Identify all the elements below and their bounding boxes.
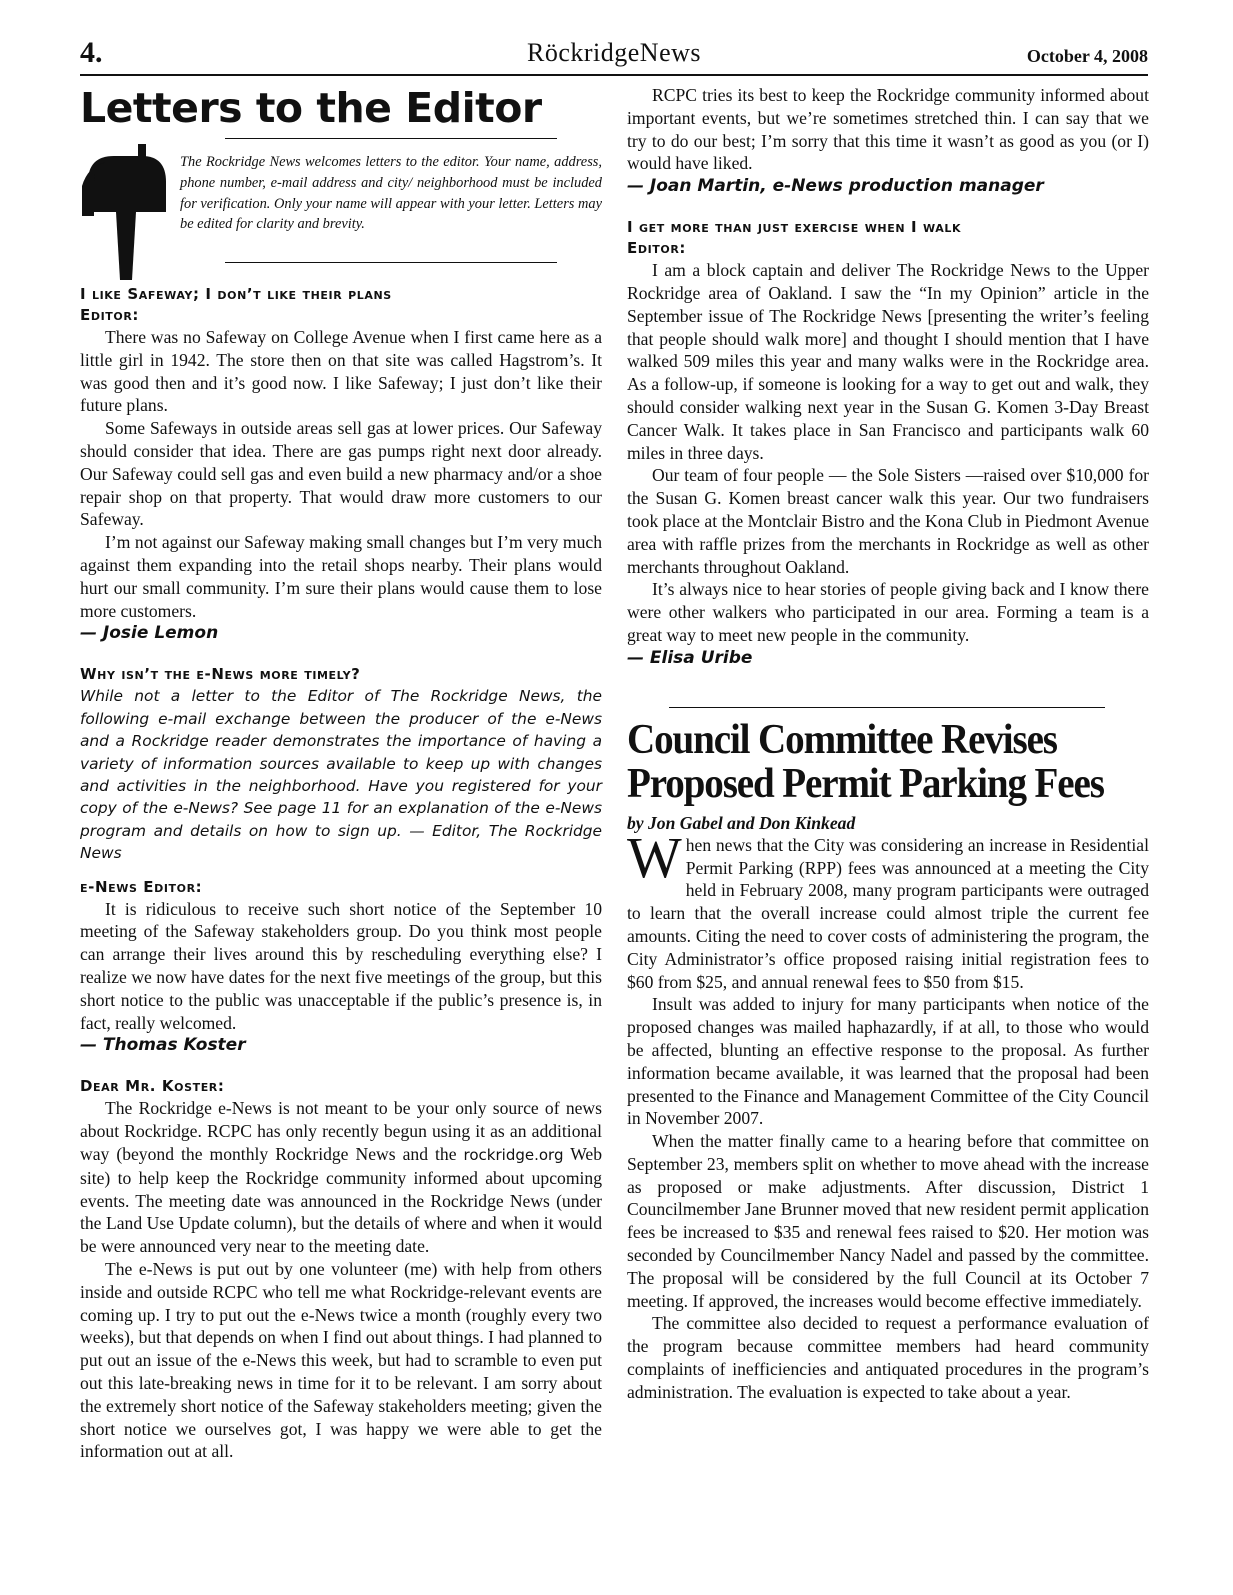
paragraph: Some Safeways in outside areas sell gas at lower prices. Our Safeway should consider that idea. There are gas pumps right next door already. Our Safeway could sell gas and even build a new pharmacy and/or a shoe repair shop on that property. That would draw more customers to our Safeway. [80,418,602,530]
salutation: Editor: [80,306,139,324]
letter-heading: Why isn’t the e-News more timely? [80,665,361,684]
paragraph [627,824,1149,994]
letter-heading: I get more than just exercise when I walk [627,218,962,237]
intro-rule-top [225,138,557,139]
letter-walk [627,217,1149,669]
paragraph: The committee also decided to request a performance evaluation of the program because committee members had heard community complaints of inefficiencies and antiquated procedures in the program’s administration. The evaluation is expected to take about a year. [627,1313,1149,1402]
letter-safeway [80,284,602,644]
article-headline-line-2: Proposed Permit Parking Fees [627,760,1104,807]
salutation: Dear Mr. Koster: [80,1077,225,1096]
text-run: hen news that the City was considering an increase in Residential Permit Parking (RPP) fees was announced at a meeting the City held in February 2008, many program participants were outraged to learn that the overall increase could almost triple the current fee amounts. Citing the need to cover costs of administering the program, the City Administrator’s office proposed raising initial registration fees to $60 from $25, and annual renewal fees to $50 from $15. [627,834,1149,992]
salutation: Editor: [627,239,686,258]
paragraph: Insult was added to injury for many participants when notice of the proposed changes was mailed haphazardly, if at all, to those who would be affected, blunting an effective response to the proposal. As further information became available, it was learned that the proposal had been presented to the Finance and Management Committee of the City Council in November 2007. [627,994,1149,1129]
left-column [80,84,602,1463]
signature: — Elisa Uribe [627,647,753,668]
reply-koster [80,1076,602,1463]
byline: by Jon Gabel and Don Kinkead [627,812,856,833]
page-number: 4. [80,36,103,69]
paragraph: When the matter finally came to a hearing before that committee on September 23, members split on whether to move ahead with the increase as proposed or make adjustments. After discussion, District 1 Councilmember Jane Brunner moved that new resident permit application fees be increased to $35 and renewal fees raised to $20. Her motion was seconded by Councilmember Nancy Nadel and passed by the committee. The proposal will be considered by the full Council at its October 7 meeting. If approved, the increases would become effective immediately. [627,1131,1149,1311]
paragraph: It’s always nice to hear stories of people giving back and I know there were other walkers who participated in our area. Forming a team is a great way to meet new people in the community. [627,579,1149,645]
paragraph [80,1097,602,1258]
signature: — Joan Martin, e-News production manager [627,176,1044,197]
website-name: rockridge.org [463,1145,564,1164]
article-headline-line-1: Council Committee Revises [627,716,1057,763]
mailbox-icon [80,142,168,280]
drop-cap: W [627,824,682,890]
right-column [627,84,1149,1404]
text-run: Web site) to help keep the Rockridge community informed about upcoming events. The meeting date was announced in the Rockridge News (under the Land Use Update column), but the details of where and when it would be were announced very near to the meeting date. [80,1143,602,1257]
letters-intro [80,138,602,264]
paragraph: There was no Safeway on College Avenue when I first came here as a little girl in 1942. The store then on that site was called Hagstrom’s. It was good then and it’s good now. I like Safeway; I just don’t like their future plans. [80,327,602,416]
paragraph: Our team of four people — the Sole Sisters —raised over $10,000 for the Susan G. Komen breast cancer walk this year. Our two fundraisers took place at the Montclair Bistro and the Kona Club in Piedmont Avenue area with raffle prizes from the merchants in Rockridge as well as other merchants throughout Oakland. [627,465,1149,577]
paragraph: I am a block captain and deliver The Rockridge News to the Upper Rockridge area of Oakland. I saw the “In my Opinion” article in the September issue of The Rockridge News [presenting the writer’s feeling that people should walk more] and thought I should mention that I have walked 509 miles this year and many walks were in the Rockridge area. As a follow-up, if someone is looking for a way to get out and walk, they should consider walking next year in the Susan G. Komen 3-Day Breast Cancer Walk. It takes place in San Francisco and participants walk 60 miles in three days. [627,260,1149,463]
letter-enews-timely [80,664,602,1056]
paragraph: The e-News is put out by one volunteer (me) with help from others inside and outside RCPC who tell me what Rockridge-relevant events are coming up. I try to put out the e-News twice a month (roughly every two weeks), but that depends on when I find out about things. I had planned to put out an issue of the e-News this week, but had to scramble to even put out this late-breaking news in time for it to be relevant. I am sorry about the extremely short notice of the Safeway stakeholders meeting; given the short notice we ourselves got, I was happy we were able to get the information out at all. [80,1258,602,1462]
editor-note: While not a letter to the Editor of The Rockridge News, the following e-mail exchange between the producer of the e-News and a Rockridge reader demonstrates the importance of having a variety of information sources available to keep up with changes and activities in the neighborhood. Have you registered for your copy of the e-News? See page 11 for an explanation of the e-News program and details on how to sign up. — Editor, The Rockridge News [80,687,602,863]
signature: — Thomas Koster [80,1035,246,1056]
text-run: The Rockridge e-News is not meant to be your only source of news about Rockridge. RCPC has only recently begun using it as an additional way (beyond the monthly Rockridge News and the [80,1098,602,1164]
issue-date: October 4, 2008 [1026,46,1148,66]
signature: — Josie Lemon [80,623,219,644]
intro-rule-bottom [225,262,557,263]
section-title: Letters to the Editor [80,84,542,132]
letter-heading: I like Safeway; I don’t like their plans [80,285,392,303]
paragraph: RCPC tries its best to keep the Rockridge community informed about important events, but we’re sometimes stretched thin. I can say that we try to do our best; I’m sorry that this time it wasn’t as good as you (or I) would have liked. [627,85,1149,174]
salutation: e-News Editor: [80,877,203,896]
newspaper-name: RöckridgeNews [526,38,701,67]
intro-text: The Rockridge News welcomes letters to the editor. Your name, address, phone number, e-mail address and city/ neighborhood must be included for verification. Only your name will appear with your letter. Letters may be edited for clarity and brevity. [180,154,602,233]
masthead [80,36,1148,76]
paragraph: It is ridiculous to receive such short notice of the September 10 meeting of the Safeway stakeholders group. Do you think most people can arrange their lives around this by rescheduling everything else? I realize we now have dates for the next five meetings of the group, but this short notice to the public was unacceptable if the public’s presence is, in fact, really welcomed. [80,898,602,1033]
article-permit-parking [627,718,1149,1404]
paragraph: I’m not against our Safeway making small changes but I’m very much against them expanding into the retail shops nearby. Their plans would hurt our small community. I’m sure their plans would cause them to lose more customers. [80,532,602,621]
